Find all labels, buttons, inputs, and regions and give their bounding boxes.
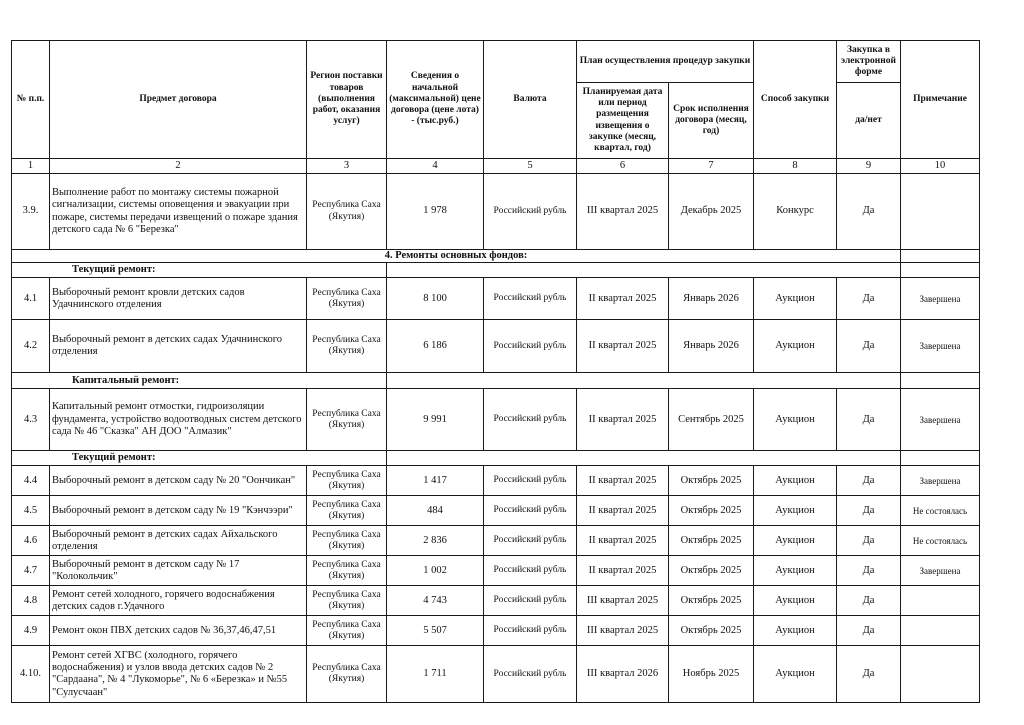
row-num: 4.8 xyxy=(12,586,50,616)
row-num: 4.5 xyxy=(12,496,50,526)
row-region: Республика Саха (Якутия) xyxy=(307,389,387,451)
col-number: 8 xyxy=(754,159,837,174)
row-currency: Российский рубль xyxy=(484,616,577,646)
row-period: III квартал 2025 xyxy=(577,616,669,646)
row-method: Аукцион xyxy=(754,389,837,451)
table-row xyxy=(12,320,980,373)
row-subject: Выборочный ремонт кровли детских садов Удачнинского отделения xyxy=(50,278,307,320)
row-deadline: Октябрь 2025 xyxy=(669,526,754,556)
row-electronic: Да xyxy=(837,646,901,703)
table-row xyxy=(12,466,980,496)
row-electronic: Да xyxy=(837,556,901,586)
row-region: Республика Саха (Якутия) xyxy=(307,646,387,703)
row-currency: Российский рубль xyxy=(484,646,577,703)
row-note xyxy=(901,174,980,250)
row-region: Республика Саха (Якутия) xyxy=(307,174,387,250)
col-number: 9 xyxy=(837,159,901,174)
row-deadline: Ноябрь 2025 xyxy=(669,646,754,703)
row-subject: Капитальный ремонт отмостки, гидроизоляции фундамента, устройство водоотводных систем детского сада № 46 "Сказка" АН ДОО "Алмазик" xyxy=(50,389,307,451)
row-electronic: Да xyxy=(837,526,901,556)
row-region: Республика Саха (Якутия) xyxy=(307,278,387,320)
row-currency: Российский рубль xyxy=(484,389,577,451)
row-method: Конкурс xyxy=(754,174,837,250)
header-plan-group: План осуществления процедур закупки xyxy=(577,41,754,83)
row-num: 4.3 xyxy=(12,389,50,451)
row-period: III квартал 2025 xyxy=(577,586,669,616)
header-yes-no: да/нет xyxy=(837,83,901,159)
row-num: 4.10. xyxy=(12,646,50,703)
header-currency: Валюта xyxy=(484,41,577,159)
col-number: 4 xyxy=(387,159,484,174)
header-note: Примечание xyxy=(901,41,980,159)
row-region: Республика Саха (Якутия) xyxy=(307,526,387,556)
row-note xyxy=(901,646,980,703)
row-deadline: Октябрь 2025 xyxy=(669,496,754,526)
row-deadline: Октябрь 2025 xyxy=(669,586,754,616)
row-electronic: Да xyxy=(837,278,901,320)
row-method: Аукцион xyxy=(754,646,837,703)
row-period: II квартал 2025 xyxy=(577,556,669,586)
row-method: Аукцион xyxy=(754,616,837,646)
row-note: Завершена xyxy=(901,466,980,496)
row-period: II квартал 2025 xyxy=(577,466,669,496)
row-subject: Выборочный ремонт в детском саду № 19 "Кэнчээри" xyxy=(50,496,307,526)
row-num: 4.2 xyxy=(12,320,50,373)
header-electronic: Закупка в электронной форме xyxy=(837,41,901,83)
row-method: Аукцион xyxy=(754,278,837,320)
table-row xyxy=(12,389,980,451)
row-method: Аукцион xyxy=(754,526,837,556)
row-currency: Российский рубль xyxy=(484,526,577,556)
subsection-row xyxy=(12,263,980,278)
row-electronic: Да xyxy=(837,389,901,451)
row-currency: Российский рубль xyxy=(484,586,577,616)
table-row xyxy=(12,526,980,556)
row-period: II квартал 2025 xyxy=(577,496,669,526)
row-note: Не состоялась xyxy=(901,496,980,526)
row-currency: Российский рубль xyxy=(484,496,577,526)
table-row xyxy=(12,278,980,320)
row-currency: Российский рубль xyxy=(484,556,577,586)
col-number: 10 xyxy=(901,159,980,174)
col-number: 7 xyxy=(669,159,754,174)
row-subject: Выборочный ремонт в детском саду № 20 "Оончикан" xyxy=(50,466,307,496)
row-deadline: Декабрь 2025 xyxy=(669,174,754,250)
row-currency: Российский рубль xyxy=(484,320,577,373)
col-number: 1 xyxy=(12,159,50,174)
row-price: 1 002 xyxy=(387,556,484,586)
row-electronic: Да xyxy=(837,496,901,526)
row-price: 1 711 xyxy=(387,646,484,703)
row-subject: Выборочный ремонт в детских садах Удачнинского отделения xyxy=(50,320,307,373)
row-price: 4 743 xyxy=(387,586,484,616)
row-deadline: Октябрь 2025 xyxy=(669,466,754,496)
row-electronic: Да xyxy=(837,466,901,496)
row-method: Аукцион xyxy=(754,496,837,526)
row-subject: Ремонт сетей холодного, горячего водоснабжения детских садов г.Удачного xyxy=(50,586,307,616)
column-numbers-row xyxy=(12,159,980,174)
header-period: Планируемая дата или период размещения извещения о закупке (месяц, квартал, год) xyxy=(577,83,669,159)
row-num: 3.9. xyxy=(12,174,50,250)
row-price: 2 836 xyxy=(387,526,484,556)
section-row xyxy=(12,250,980,263)
row-method: Аукцион xyxy=(754,586,837,616)
row-note xyxy=(901,586,980,616)
row-deadline: Январь 2026 xyxy=(669,320,754,373)
section-title: 4. Ремонты основных фондов: xyxy=(12,250,901,263)
row-price: 1 417 xyxy=(387,466,484,496)
header-method: Способ закупки xyxy=(754,41,837,159)
row-region: Республика Саха (Якутия) xyxy=(307,496,387,526)
row-price: 9 991 xyxy=(387,389,484,451)
subsection-label: Капитальный ремонт: xyxy=(12,373,387,389)
row-deadline: Сентябрь 2025 xyxy=(669,389,754,451)
subsection-row xyxy=(12,451,980,466)
row-note xyxy=(901,616,980,646)
row-period: II квартал 2025 xyxy=(577,389,669,451)
col-number: 6 xyxy=(577,159,669,174)
row-price: 5 507 xyxy=(387,616,484,646)
row-method: Аукцион xyxy=(754,466,837,496)
row-period: III квартал 2026 xyxy=(577,646,669,703)
col-number: 3 xyxy=(307,159,387,174)
row-region: Республика Саха (Якутия) xyxy=(307,556,387,586)
col-number: 5 xyxy=(484,159,577,174)
row-electronic: Да xyxy=(837,586,901,616)
row-region: Республика Саха (Якутия) xyxy=(307,586,387,616)
row-currency: Российский рубль xyxy=(484,466,577,496)
row-subject: Выборочный ремонт в детских садах Айхальского отделения xyxy=(50,526,307,556)
row-num: 4.4 xyxy=(12,466,50,496)
row-price: 6 186 xyxy=(387,320,484,373)
row-num: 4.7 xyxy=(12,556,50,586)
row-currency: Российский рубль xyxy=(484,278,577,320)
row-region: Республика Саха (Якутия) xyxy=(307,466,387,496)
row-region: Республика Саха (Якутия) xyxy=(307,320,387,373)
table-row xyxy=(12,646,980,703)
row-method: Аукцион xyxy=(754,320,837,373)
row-deadline: Январь 2026 xyxy=(669,278,754,320)
header-row-1 xyxy=(12,41,980,83)
row-price: 8 100 xyxy=(387,278,484,320)
table-row xyxy=(12,616,980,646)
row-num: 4.1 xyxy=(12,278,50,320)
row-period: III квартал 2025 xyxy=(577,174,669,250)
row-region: Республика Саха (Якутия) xyxy=(307,616,387,646)
subsection-label: Текущий ремонт: xyxy=(12,263,387,278)
row-price: 484 xyxy=(387,496,484,526)
row-period: II квартал 2025 xyxy=(577,278,669,320)
row-subject: Ремонт окон ПВХ детских садов № 36,37,46,47,51 xyxy=(50,616,307,646)
header-region: Регион поставки товаров (выполнения работ, оказания услуг) xyxy=(307,41,387,159)
row-num: 4.6 xyxy=(12,526,50,556)
row-electronic: Да xyxy=(837,174,901,250)
subsection-label: Текущий ремонт: xyxy=(12,451,387,466)
header-price: Сведения о начальной (максимальной) цене договора (цене лота) - (тыс.руб.) xyxy=(387,41,484,159)
row-subject: Выполнение работ по монтажу системы пожарной сигнализации, системы оповещения и эвакуации при пожаре, системы передачи извещений о пожаре здания детского сада № 6 "Березка" xyxy=(50,174,307,250)
table-row xyxy=(12,496,980,526)
row-note: Завершена xyxy=(901,389,980,451)
row-electronic: Да xyxy=(837,616,901,646)
row-currency: Российский рубль xyxy=(484,174,577,250)
row-num: 4.9 xyxy=(12,616,50,646)
row-note: Завершена xyxy=(901,320,980,373)
row-note: Завершена xyxy=(901,278,980,320)
procurement-table xyxy=(11,40,980,703)
header-deadline: Срок исполнения договора (месяц, год) xyxy=(669,83,754,159)
row-period: II квартал 2025 xyxy=(577,526,669,556)
table-row xyxy=(12,586,980,616)
row-subject: Выборочный ремонт в детском саду № 17 "Колокольчик" xyxy=(50,556,307,586)
row-method: Аукцион xyxy=(754,556,837,586)
row-note: Завершена xyxy=(901,556,980,586)
table-row xyxy=(12,556,980,586)
row-electronic: Да xyxy=(837,320,901,373)
header-num: № п.п. xyxy=(12,41,50,159)
table-row xyxy=(12,174,980,250)
row-price: 1 978 xyxy=(387,174,484,250)
col-number: 2 xyxy=(50,159,307,174)
subsection-row xyxy=(12,373,980,389)
row-subject: Ремонт сетей ХГВС (холодного, горячего водоснабжения) и узлов ввода детских садов № 2 "Сардаана", № 4 "Лукоморье", № 6 «Березка» и №55 "Сулусчаан" xyxy=(50,646,307,703)
row-period: II квартал 2025 xyxy=(577,320,669,373)
header-subject: Предмет договора xyxy=(50,41,307,159)
row-deadline: Октябрь 2025 xyxy=(669,616,754,646)
row-note: Не состоялась xyxy=(901,526,980,556)
row-deadline: Октябрь 2025 xyxy=(669,556,754,586)
